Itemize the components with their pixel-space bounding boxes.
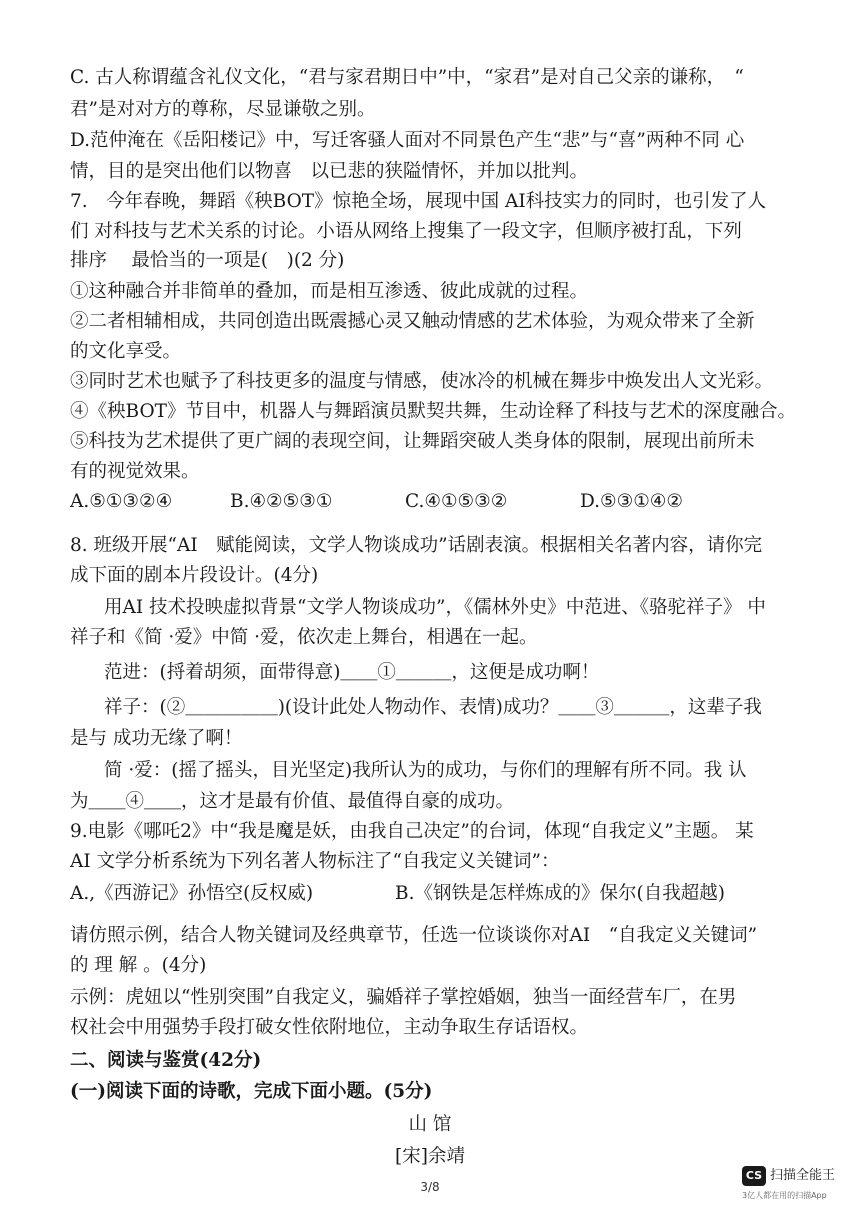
q8-line-jane-2: 为＿＿④＿＿，这才是最有价值、最值得自豪的成功。 [70,791,515,812]
option-c-line-1: C. 古人称谓蕴含礼仪文化，“君与家君期日中”中，“家君”是对自己父亲的谦称， “ [70,67,744,88]
q8-line-4: 祥子和《简 ·爱》中简 ·爱，依次走上舞台，相遇在一起。 [70,627,538,648]
sentence-2b: 的文化享受。 [70,341,182,362]
q8-line-1: 8. 班级开展“AI 赋能阅读，文学人物谈成功”话剧表演。根据相关名著内容，请你完 [70,535,763,556]
option-d-line-2: 情，目的是突出他们以物喜 以已悲的狭隘情怀，并加以批判。 [70,161,589,182]
q8-line-fanjin: 范进：(捋着胡须，面带得意)＿＿①＿＿＿，这便是成功啊！ [104,662,600,683]
scanner-watermark [742,1166,852,1210]
q7-line-2: 们 对科技与艺术关系的讨论。小语从网络上搜集了一段文字，但顺序被打乱，下列 [70,221,742,242]
sentence-1: ①这种融合并非简单的叠加，而是相互渗透、彼此成就的过程。 [70,281,589,302]
option-c-line-2: 君”是对对方的尊称，尽显谦敬之别。 [70,99,376,120]
q7-line-1: 7. 今年春晚，舞蹈《秧BOT》惊艳全场，展现中国 AI科技实力的同时，也引发了人 [70,191,767,212]
q7-option-c: C.④①⑤③② [405,491,508,512]
page-number: 3/8 [420,1180,440,1194]
q9-option-b: B.《钢铁是怎样炼成的》保尔(自我超越) [395,883,725,904]
poem-author: [宋]余靖 [395,1146,465,1167]
q7-line-3: 排序 最恰当的一项是( )(2 分) [70,250,345,271]
q8-line-xiangzi: 祥子：(②＿＿＿＿＿)(设计此处人物动作、表情)成功？＿＿③＿＿＿，这辈子我 [104,697,762,718]
q9-options [70,880,810,908]
scanner-app-name: 扫描全能王 [770,1168,836,1183]
q9-line-1: 9.电影《哪吒2》中“我是魔是妖，由我自己决定”的台词，体现“自我定义”主题。 某 [70,821,754,842]
section-2-heading: 二、阅读与鉴赏(42分) [70,1050,262,1071]
q9-line-3: 请仿照示例，结合人物关键词及经典章节，任选一位谈谈你对AI “自我定义关键词” [70,925,758,946]
q8-line-2: 成下面的剧本片段设计。(4分) [70,565,319,586]
q9-example-1: 示例：虎妞以“性别突围”自我定义，骗婚祥子掌控婚姻，独当一面经营车厂，在男 [70,987,737,1008]
q7-option-a: A.⑤①③②④ [70,491,173,512]
q9-example-2: 权社会中用强势手段打破女性依附地位，主动争取生存话语权。 [70,1017,589,1038]
scanner-app-tagline: 3亿人都在用的扫描App [742,1191,827,1200]
q8-line-jane: 简 ·爱：(摇了摇头，目光坚定)我所认为的成功，与你们的理解有所不同。我 认 [104,760,747,781]
sentence-5b: 有的视觉效果。 [70,461,200,482]
sentence-5a: ⑤科技为艺术提供了更广阔的表现空间，让舞蹈突破人类身体的限制，展现出前所未 [70,431,755,452]
sentence-4: ④《秧BOT》节目中，机器人与舞蹈演员默契共舞，生动诠释了科技与艺术的深度融合。 [70,401,796,422]
sentence-3: ③同时艺术也赋予了科技更多的温度与情感，使冰冷的机械在舞步中焕发出人文光彩。 [70,371,774,392]
poem-title: 山 馆 [408,1114,452,1135]
q9-line-4: 的 理 解 。(4分) [70,955,207,976]
q7-option-b: B.④②⑤③① [230,491,333,512]
q8-line-3: 用AI 技术投映虚拟背景“文学人物谈成功”，《儒林外史》中范进、《骆驼祥子》 中 [104,597,766,618]
sentence-2a: ②二者相辅相成，共同创造出既震撼心灵又触动情感的艺术体验，为观众带来了全新 [70,311,755,332]
subsection-1-heading: (一)阅读下面的诗歌，完成下面小题。(5分) [70,1081,433,1102]
q7-option-d: D.⑤③①④② [580,491,683,512]
option-d-line-1: D.范仲淹在《岳阳楼记》中，写迁客骚人面对不同景色产生“悲”与“喜”两种不同 心 [70,130,745,151]
q9-line-2: AI 文学分析系统为下列名著人物标注了“自我定义关键词”： [70,851,560,872]
q7-options [70,488,810,516]
q9-option-a: A.,《西游记》孙悟空(反权威) [70,883,314,904]
q8-line-xiangzi-2: 是与 成功无缘了啊！ [70,728,243,749]
camscanner-logo-icon: CS [742,1166,766,1186]
